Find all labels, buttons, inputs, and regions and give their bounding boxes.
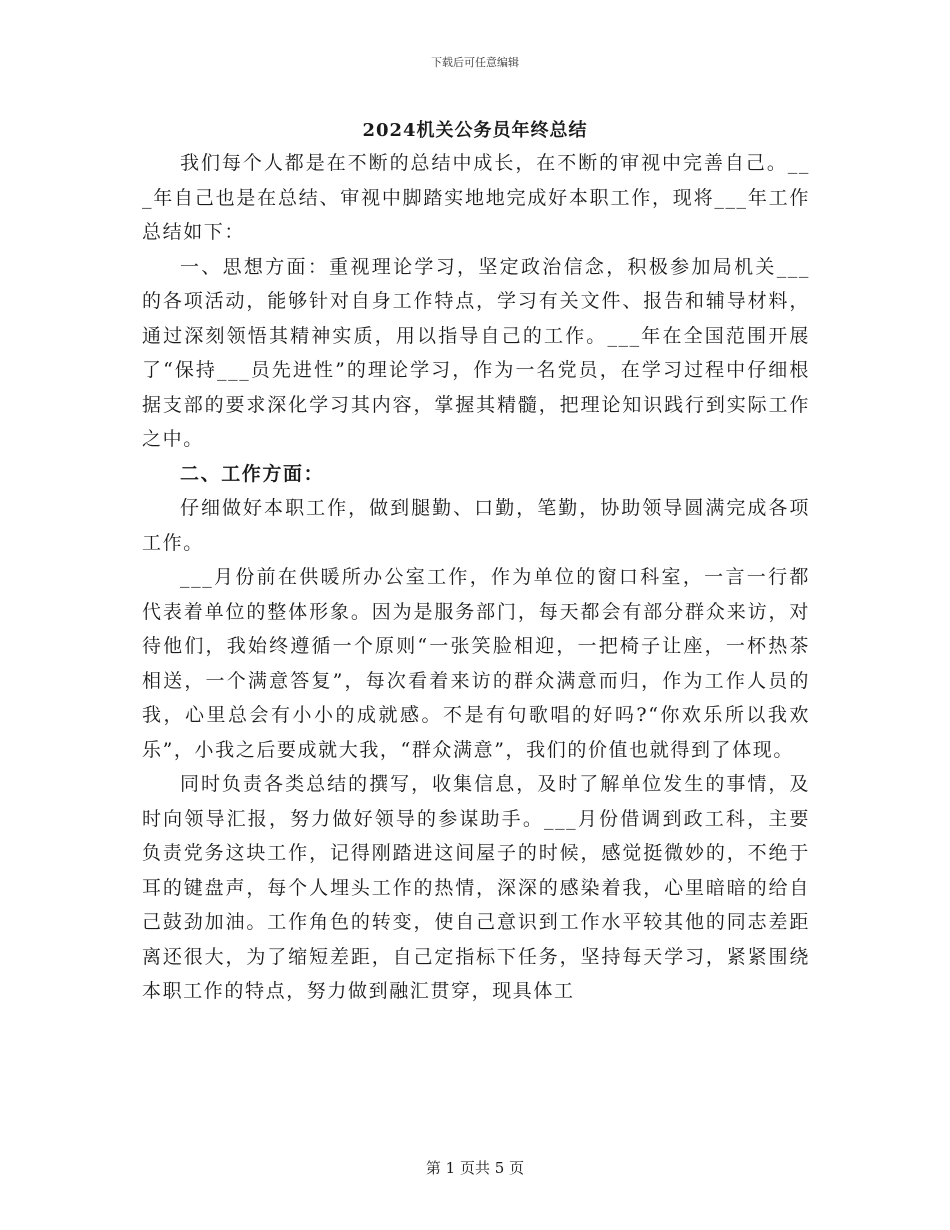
- paragraph-intro: 我们每个人都是在不断的总结中成长，在不断的审视中完善自己。___年自己也是在总结、审视中脚踏实地地完成好本职工作，现将___年工作总结如下：: [142, 152, 810, 243]
- paragraph-duties: 仔细做好本职工作，做到腿勤、口勤，笔勤，协助领导圆满完成各项工作。: [142, 497, 810, 554]
- paragraph-ideology: 一、思想方面：重视理论学习，坚定政治信念，积极参加局机关___的各项活动，能够针对自身工作特点，学习有关文件、报告和辅导材料，通过深刻领悟其精神实质，用以指导自己的工作。___年在全国范围开展了“保持___员先进性”的理论学习，作为一名党员，在学习过程中仔细根据支部的要求深化学习其内容，掌握其精髓，把理论知识践行到实际工作之中。: [142, 255, 810, 450]
- document-body: [142, 146, 810, 1009]
- page-number: 第 1 页共 5 页: [425, 1159, 525, 1177]
- document-title: 2024机关公务员年终总结: [362, 120, 588, 141]
- page-header-note: 下载后可任意编辑: [431, 56, 519, 69]
- section-heading-work: 二、工作方面：: [180, 462, 325, 485]
- paragraph-heating-office: ___月份前在供暖所办公室工作，作为单位的窗口科室，一言一行都代表着单位的整体形象。因为是服务部门，每天都会有部分群众来访，对待他们，我始终遵循一个原则“一张笑脸相迎，一把椅子让座，一杯热茶相送，一个满意答复”，每次看着来访的群众满意而归，作为工作人员的我，心里总会有小小的成就感。不是有句歌唱的好吗?“你欢乐所以我欢乐”，小我之后要成就大我，“群众满意”，我们的价值也就得到了体现。: [142, 566, 810, 761]
- paragraph-political-dept: 同时负责各类总结的撰写，收集信息，及时了解单位发生的事情，及时向领导汇报，努力做好领导的参谋助手。___月份借调到政工科，主要负责党务这块工作，记得刚踏进这间屋子的时候，感觉挺微妙的，不绝于耳的键盘声，每个人埋头工作的热情，深深的感染着我，心里暗暗的给自己鼓劲加油。工作角色的转变，使自己意识到工作水平较其他的同志差距离还很大，为了缩短差距，自己定指标下任务，坚持每天学习，紧紧围绕本职工作的特点，努力做到融汇贯穿，现具体工: [142, 773, 810, 1002]
